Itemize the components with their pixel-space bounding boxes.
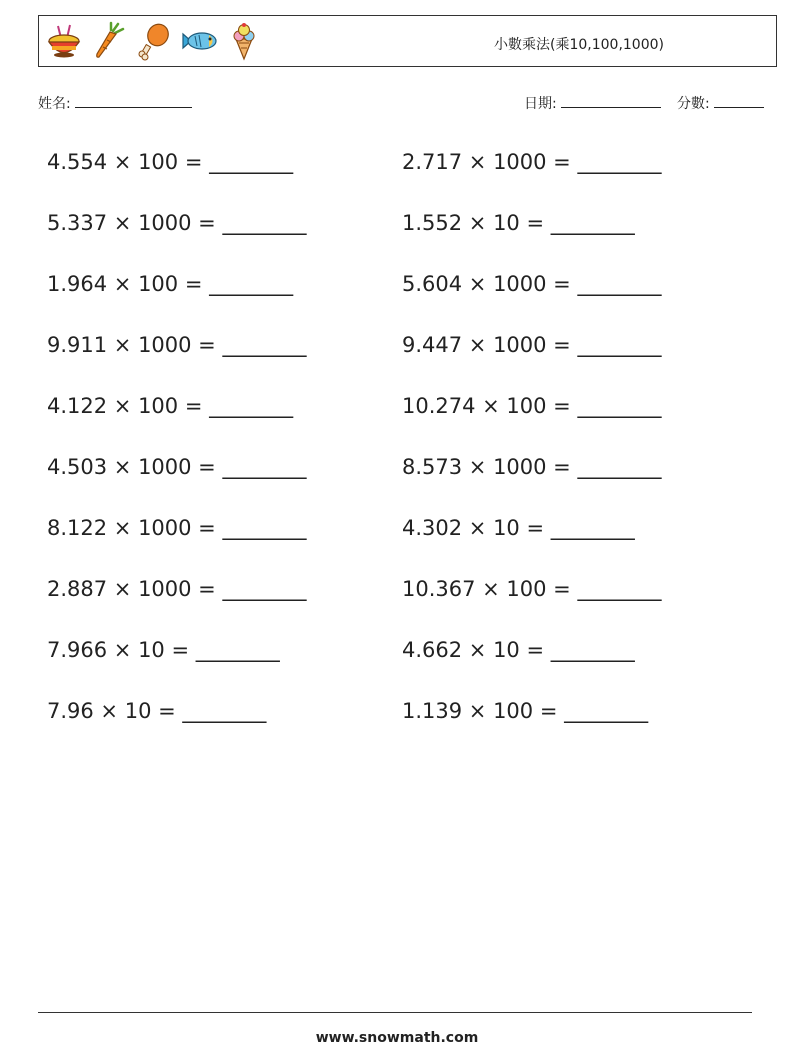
date-blank-line [561, 94, 661, 108]
problem-left-1: 4.554 × 100 = ________ [47, 150, 294, 174]
problem-right-9: 4.662 × 10 = ________ [402, 638, 635, 662]
fish-icon [179, 21, 219, 61]
name-field [38, 94, 192, 113]
date-field [524, 94, 661, 113]
food-bowl-icon [44, 21, 84, 61]
problem-right-8: 10.367 × 100 = ________ [402, 577, 662, 601]
score-field [677, 94, 764, 113]
problem-left-4: 9.911 × 1000 = ________ [47, 333, 307, 357]
problem-left-6: 4.503 × 1000 = ________ [47, 455, 307, 479]
footer-divider [38, 1012, 752, 1013]
problem-right-4: 9.447 × 1000 = ________ [402, 333, 662, 357]
problem-right-1: 2.717 × 1000 = ________ [402, 150, 662, 174]
problem-right-2: 1.552 × 10 = ________ [402, 211, 635, 235]
name-label: 姓名: [38, 96, 71, 112]
header-icons [44, 21, 269, 61]
problem-left-9: 7.966 × 10 = ________ [47, 638, 280, 662]
problem-right-3: 5.604 × 1000 = ________ [402, 272, 662, 296]
problem-left-3: 1.964 × 100 = ________ [47, 272, 294, 296]
problem-right-6: 8.573 × 1000 = ________ [402, 455, 662, 479]
problem-left-8: 2.887 × 1000 = ________ [47, 577, 307, 601]
problem-left-2: 5.337 × 1000 = ________ [47, 211, 307, 235]
score-blank-line [714, 94, 764, 108]
problem-left-10: 7.96 × 10 = ________ [47, 699, 267, 723]
problem-left-5: 4.122 × 100 = ________ [47, 394, 294, 418]
problem-left-7: 8.122 × 1000 = ________ [47, 516, 307, 540]
name-blank-line [75, 94, 192, 108]
problem-right-7: 4.302 × 10 = ________ [402, 516, 635, 540]
ice-cream-cone-icon [224, 21, 264, 61]
problem-right-5: 10.274 × 100 = ________ [402, 394, 662, 418]
problem-right-10: 1.139 × 100 = ________ [402, 699, 649, 723]
worksheet-header [38, 15, 777, 67]
carrot-icon [89, 21, 129, 61]
footer-website-link[interactable]: www.snowmath.com [315, 1030, 479, 1046]
date-label: 日期: [524, 96, 557, 112]
chicken-leg-icon [134, 21, 174, 61]
score-label: 分數: [677, 96, 710, 112]
worksheet-title: 小數乘法(乘10,100,1000) [494, 37, 664, 53]
